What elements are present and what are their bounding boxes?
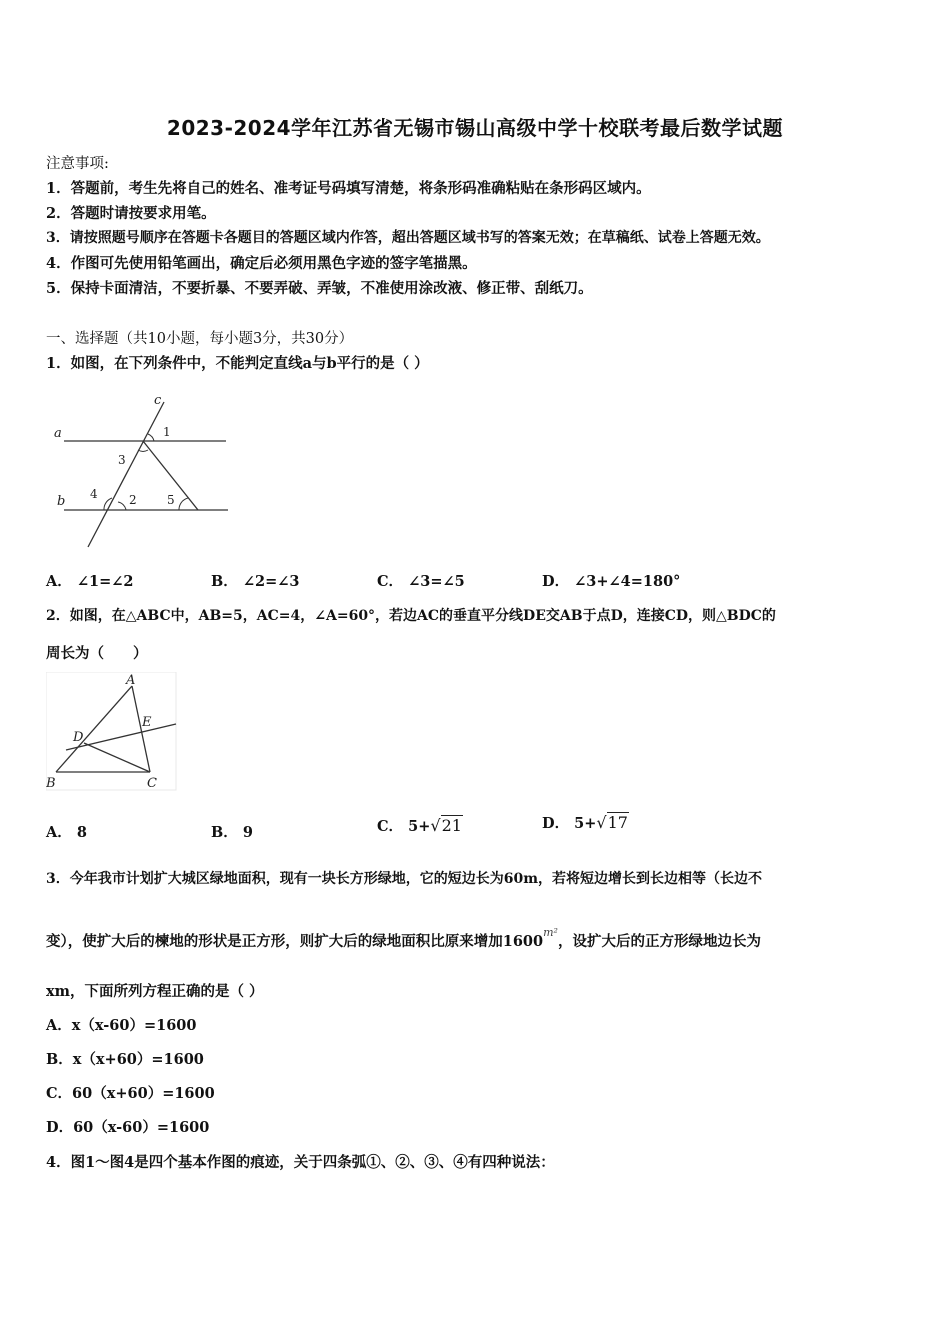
notice-item: 3．请按照题号顺序在答题卡各题目的答题区域内作答，超出答题区域书写的答案无效；在草稿纸、试卷上答题无效。 [46,230,770,246]
label-C: C [147,776,157,791]
question-3-line1: 3．今年我市计划扩大城区绿地面积，现有一块长方形绿地，它的短边长为60m，若将短边增长到长边相等（长边不 [46,871,763,887]
notice-item: 5．保持卡面清洁，不要折暴、不要弄破、弄皱，不准使用涂改液、修正带、刮纸刀。 [46,280,593,297]
angle-2-arc [118,502,126,510]
question-3-line3: xm，下面所列方程正确的是（ ） [46,983,264,1000]
angle-1-arc [148,434,154,441]
q3-option-b: B．x（x+60）=1600 [46,1051,204,1068]
q3-option-d: D．60（x-60）=1600 [46,1119,210,1136]
label-B: B [46,776,56,791]
label-E: E [142,715,152,730]
label-angle-3: 3 [118,453,126,467]
question-2-stem: 2．如图，在△ABC中，AB=5，AC=4，∠A=60°，若边AC的垂直平分线DE交AB于点D，连接CD，则△BDC的 [46,608,776,624]
label-A: A [126,673,136,688]
question-1-stem: 1．如图，在下列条件中，不能判定直线a与b平行的是（ ） [46,355,429,372]
label-D: D [73,730,84,745]
angle-3-arc [138,450,148,451]
label-angle-2: 2 [129,493,137,507]
line-c [88,402,164,547]
question-2-figure [46,672,181,794]
question-3-line2: 变），使扩大后的楝地的形状是正方形，则扩大后的绿地面积比原来增加$1600^{m^2}$，设扩大后的正方形绿地边长为 [46,926,761,950]
q2-option-c: C． 5+√21 [377,816,462,835]
q3-option-c: C．60（x+60）=1600 [46,1085,215,1102]
q1-option-a: A． ∠1=∠2 [46,573,134,590]
label-c: c [154,393,162,408]
segment-cd [84,743,150,772]
q1-option-c: C． ∠3=∠5 [377,573,465,590]
notice-item: 1．答题前，考生先将自己的姓名、准考证号码填写清楚，将条形码准确粘贴在条形码区域内。 [46,180,651,197]
sqrt-21: √21 [430,816,462,835]
label-angle-1: 1 [163,425,171,439]
unit-m2: m² [543,926,558,939]
q3-option-a: A．x（x-60）=1600 [46,1017,197,1034]
sqrt-17: √17 [596,813,628,832]
q2-option-b: B． 9 [211,824,253,841]
question-4-stem: 4．图1～图4是四个基本作图的痕迹，关于四条弧①、②、③、④有四种说法： [46,1154,555,1171]
label-angle-4: 4 [90,487,98,501]
label-b: b [57,494,66,509]
section-heading: 一、选择题（共10小题，每小题3分，共30分） [46,331,354,347]
q2-option-d: D． 5+√17 [542,813,628,832]
question-2-stem-cont: 周长为（ ） [46,645,148,662]
question-1-figure [46,390,246,555]
q2-option-a: A． 8 [46,824,87,841]
q1-option-d: D． ∠3+∠4=180° [542,573,681,590]
angle-5-arc [179,498,188,510]
q1-option-b: B． ∠2=∠3 [211,573,300,590]
label-angle-5: 5 [167,493,175,507]
notice-heading: 注意事项: [46,156,109,172]
notice-item: 2．答题时请按要求用笔。 [46,205,216,222]
label-a: a [54,426,62,441]
page-title: 2023-2024学年江苏省无锡市锡山高级中学十校联考最后数学试题 [166,116,784,140]
notice-item: 4．作图可先使用铅笔画出，确定后必须用黑色字迹的签字笔描黑。 [46,255,477,272]
